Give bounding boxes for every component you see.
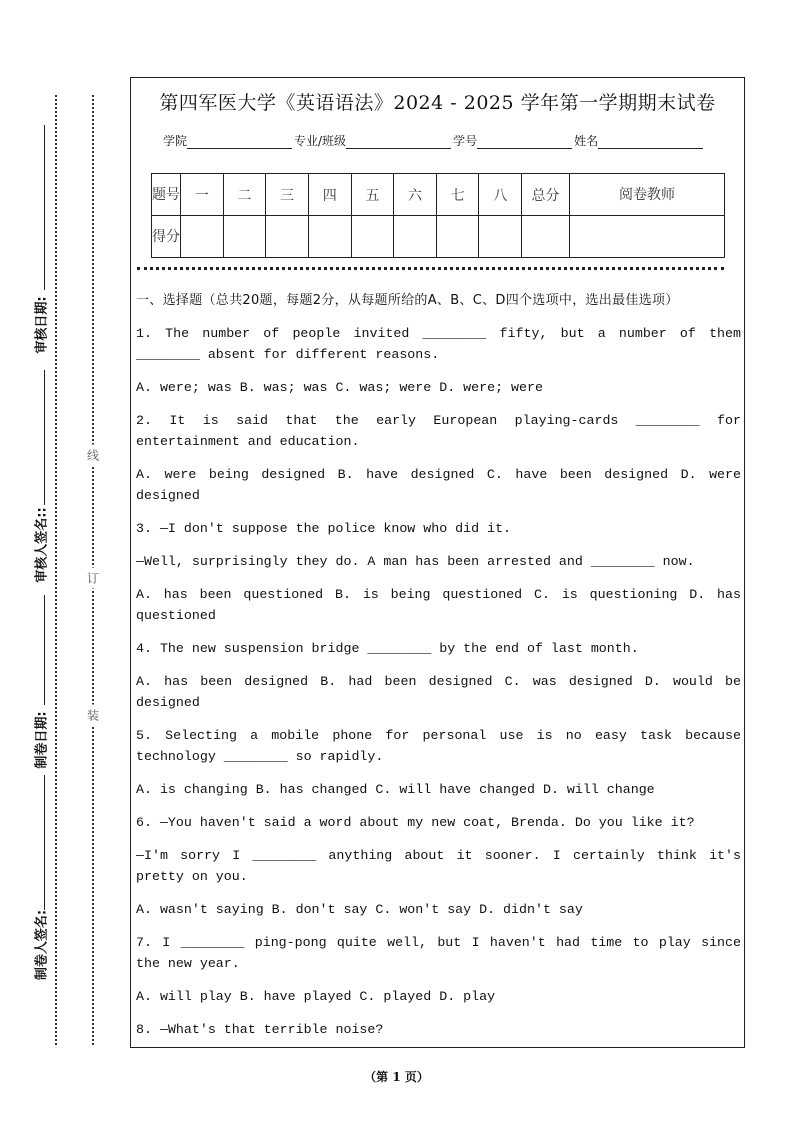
question-dialogue: —Well, surprisingly they do. A man has been arrested and ________ now. bbox=[136, 554, 695, 569]
cut-line-outer bbox=[55, 95, 57, 1045]
score-cell[interactable] bbox=[570, 216, 725, 258]
question: 6. —You haven't said a word about my new coat, Brenda. Do you like it? bbox=[136, 815, 695, 830]
score-cell[interactable] bbox=[266, 216, 309, 258]
options: A. has been designed B. had been designed C. was designed D. would be designed bbox=[136, 674, 741, 710]
options: A. will play B. have played C. played D. play bbox=[136, 989, 496, 1004]
score-table bbox=[151, 173, 725, 258]
prepare-date-label: 制卷日期: bbox=[34, 711, 50, 769]
options: A. wasn't saying B. don't say C. won't say D. didn't say bbox=[136, 902, 583, 917]
page-number: （第 1 页） bbox=[364, 1070, 429, 1084]
major-class-label: 专业/班级 bbox=[294, 134, 347, 148]
preparer-signature-label: 制卷人签名: bbox=[34, 909, 50, 981]
score-cell[interactable] bbox=[479, 216, 522, 258]
options: A. has been questioned B. is being questioned C. is questioning D. has questioned bbox=[136, 587, 741, 623]
options: A. were; was B. was; was C. was; were D. were; were bbox=[136, 380, 543, 395]
signature-line bbox=[44, 775, 45, 910]
column-header: 五 bbox=[351, 174, 394, 216]
major-class-field[interactable] bbox=[346, 134, 451, 149]
binding-mark-line: 线 bbox=[87, 445, 99, 466]
column-header: 七 bbox=[436, 174, 479, 216]
reviewer-signature-label: 审核人签名:: bbox=[34, 507, 50, 583]
column-header: 总分 bbox=[522, 174, 570, 216]
signature-line bbox=[44, 125, 45, 290]
column-header: 一 bbox=[181, 174, 224, 216]
college-label: 学院 bbox=[163, 134, 188, 148]
header-label: 题号 bbox=[152, 174, 181, 216]
question: 7. I ________ ping-pong quite well, but I haven't had time to play since the new year. bbox=[136, 935, 741, 971]
score-cell[interactable] bbox=[308, 216, 351, 258]
page-title: 第四军医大学《英语语法》2024 - 2025 学年第一学期期末试卷 bbox=[159, 92, 716, 114]
question-dialogue: —I'm sorry I ________ anything about it sooner. I certainly think it's pretty on you. bbox=[136, 848, 741, 884]
signature-line bbox=[44, 370, 45, 505]
signature-line bbox=[44, 595, 45, 705]
question: 4. The new suspension bridge ________ by the end of last month. bbox=[136, 641, 639, 656]
score-table-score-row bbox=[152, 216, 725, 258]
college-field[interactable] bbox=[187, 134, 292, 149]
name-field[interactable] bbox=[598, 134, 703, 149]
column-header: 二 bbox=[223, 174, 266, 216]
column-header: 四 bbox=[308, 174, 351, 216]
score-cell[interactable] bbox=[436, 216, 479, 258]
options: A. were being designed B. have designed C. have been designed D. were designed bbox=[136, 467, 741, 503]
score-table-header-row bbox=[152, 174, 725, 216]
score-cell[interactable] bbox=[223, 216, 266, 258]
question: 2. It is said that the early European playing-cards ________ for entertainment and education. bbox=[136, 413, 741, 449]
exam-page-frame bbox=[130, 77, 745, 1048]
score-cell[interactable] bbox=[522, 216, 570, 258]
options: A. is changing B. has changed C. will have changed D. will change bbox=[136, 782, 655, 797]
column-header: 三 bbox=[266, 174, 309, 216]
dotted-separator bbox=[137, 267, 724, 270]
student-id-label: 学号 bbox=[453, 134, 478, 148]
score-cell[interactable] bbox=[351, 216, 394, 258]
question: 5. Selecting a mobile phone for personal use is no easy task because technology ________ so rapidly. bbox=[136, 728, 741, 764]
column-header: 八 bbox=[479, 174, 522, 216]
student-info-row bbox=[163, 132, 705, 149]
score-label: 得分 bbox=[152, 216, 181, 258]
binding-mark-bind: 装 bbox=[87, 705, 99, 726]
question: 8. —What's that terrible noise? bbox=[136, 1022, 384, 1037]
binding-mark-staple: 订 bbox=[87, 568, 99, 589]
column-header: 阅卷教师 bbox=[570, 174, 725, 216]
question: 1. The number of people invited ________ fifty, but a number of them ________ absent for different reasons. bbox=[136, 326, 741, 362]
student-id-field[interactable] bbox=[477, 134, 572, 149]
question: 3. —I don't suppose the police know who did it. bbox=[136, 521, 512, 536]
score-cell[interactable] bbox=[394, 216, 437, 258]
review-date-label: 审核日期: bbox=[34, 296, 50, 354]
column-header: 六 bbox=[394, 174, 437, 216]
score-cell[interactable] bbox=[181, 216, 224, 258]
question-section bbox=[136, 290, 741, 1052]
name-label: 姓名 bbox=[574, 134, 599, 148]
section-heading: 一、选择题（总共20题，每题2分，从每题所给的A、B、C、D四个选项中，选出最佳选项） bbox=[136, 293, 679, 308]
